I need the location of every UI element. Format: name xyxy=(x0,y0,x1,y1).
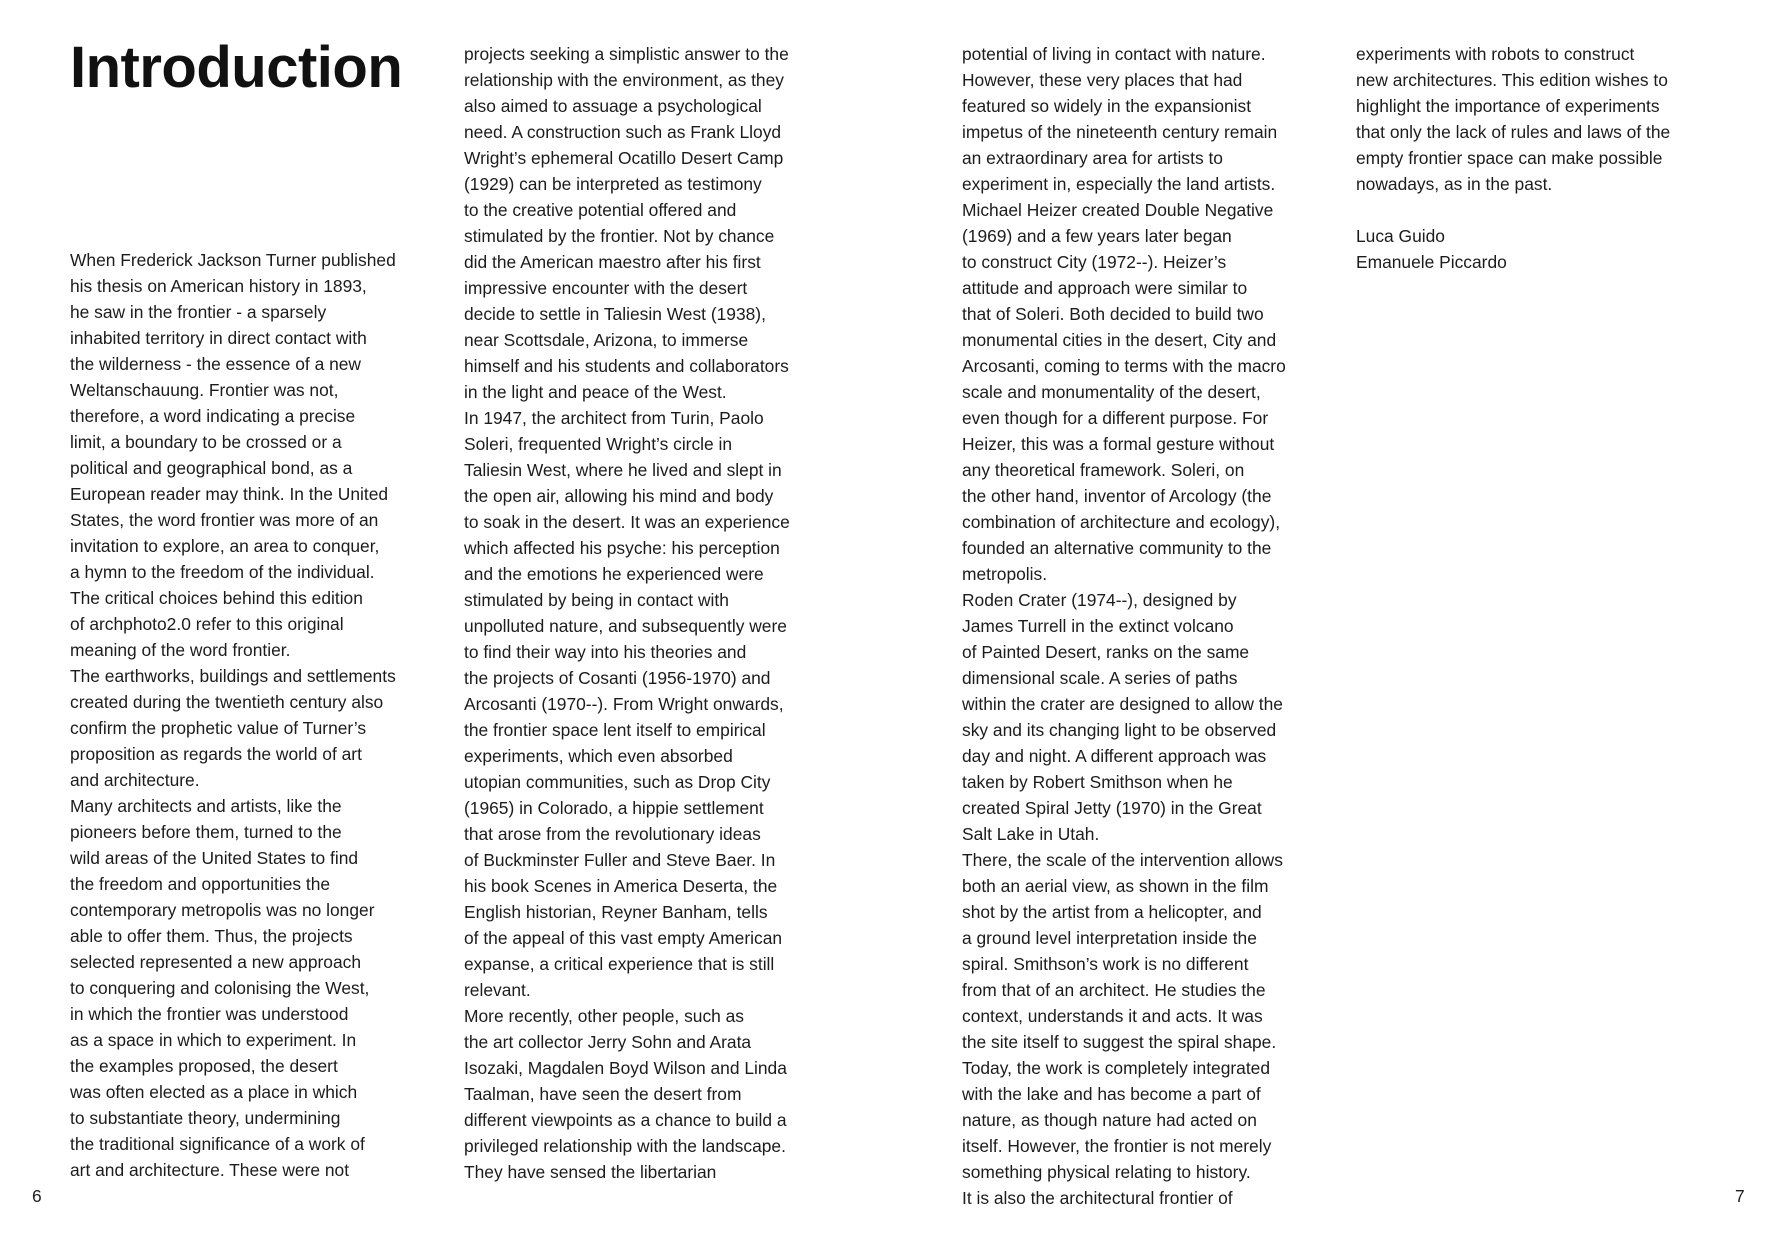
text-line: limit, a boundary to be crossed or a xyxy=(70,432,342,452)
text-line: The earthworks, buildings and settlements xyxy=(70,666,396,686)
text-line: was often elected as a place in which xyxy=(70,1082,358,1102)
text-line: spiral. Smithson’s work is no different xyxy=(962,954,1249,974)
text-line: the art collector Jerry Sohn and Arata xyxy=(464,1032,752,1052)
text-line: combination of architecture and ecology), xyxy=(962,512,1281,532)
text-line: Today, the work is completely integrated xyxy=(962,1058,1271,1078)
text-line: relevant. xyxy=(464,980,531,1000)
text-line: and the emotions he experienced were xyxy=(464,564,764,584)
text-line: to substantiate theory, undermining xyxy=(70,1108,341,1128)
text-line: contemporary metropolis was no longer xyxy=(70,900,375,920)
text-line: day and night. A different approach was xyxy=(962,746,1267,766)
text-line: stimulated by being in contact with xyxy=(464,590,729,610)
text-line: James Turrell in the extinct volcano xyxy=(962,616,1234,636)
text-line: English historian, Reyner Banham, tells xyxy=(464,902,768,922)
text-line: even though for a different purpose. For xyxy=(962,408,1269,428)
text-line: featured so widely in the expansionist xyxy=(962,96,1252,116)
text-line: invitation to explore, an area to conquer, xyxy=(70,536,380,556)
text-line: the frontier space lent itself to empirical xyxy=(464,720,766,740)
text-line: of the appeal of this vast empty American xyxy=(464,928,783,948)
text-line: (1965) in Colorado, a hippie settlement xyxy=(464,798,764,818)
text-line: Isozaki, Magdalen Boyd Wilson and Linda xyxy=(464,1058,787,1078)
text-line: to construct City (1972--). Heizer’s xyxy=(962,252,1227,272)
text-line: did the American maestro after his first xyxy=(464,252,761,272)
text-line: Soleri, frequented Wright’s circle in xyxy=(464,434,733,454)
text-line: In 1947, the architect from Turin, Paolo xyxy=(464,408,764,428)
text-line: context, understands it and acts. It was xyxy=(962,1006,1263,1026)
text-line: (1929) can be interpreted as testimony xyxy=(464,174,762,194)
page-title: Introduction xyxy=(70,35,403,100)
text-line: highlight the importance of experiments xyxy=(1356,96,1660,116)
text-line: different viewpoints as a chance to build a xyxy=(464,1110,787,1130)
text-line: to conquering and colonising the West, xyxy=(70,978,370,998)
text-line: his thesis on American history in 1893, xyxy=(70,276,367,296)
text-line: When Frederick Jackson Turner published xyxy=(70,250,396,270)
text-line: the open air, allowing his mind and body xyxy=(464,486,774,506)
page-number-left: 6 xyxy=(32,1186,42,1206)
text-line: created Spiral Jetty (1970) in the Great xyxy=(962,798,1262,818)
text-line: There, the scale of the intervention allows xyxy=(962,850,1283,870)
text-line: relationship with the environment, as they xyxy=(464,70,784,90)
text-line: political and geographical bond, as a xyxy=(70,458,353,478)
text-line: something physical relating to history. xyxy=(962,1162,1251,1182)
text-line: from that of an architect. He studies the xyxy=(962,980,1266,1000)
text-line: nowadays, as in the past. xyxy=(1356,174,1553,194)
text-line: therefore, a word indicating a precise xyxy=(70,406,356,426)
text-line: monumental cities in the desert, City and xyxy=(962,330,1277,350)
text-line: privileged relationship with the landscape. xyxy=(464,1136,786,1156)
text-line: Arcosanti, coming to terms with the macro xyxy=(962,356,1286,376)
text-line: experiments with robots to construct xyxy=(1356,44,1635,64)
text-line: More recently, other people, such as xyxy=(464,1006,745,1026)
text-line: experiments, which even absorbed xyxy=(464,746,733,766)
text-line: Michael Heizer created Double Negative xyxy=(962,200,1274,220)
text-line: the examples proposed, the desert xyxy=(70,1056,338,1076)
paragraph-gap xyxy=(1356,197,1726,223)
text-line: selected represented a new approach xyxy=(70,952,362,972)
text-line: of archphoto2.0 refer to this original xyxy=(70,614,344,634)
text-line: the wilderness - the essence of a new xyxy=(70,354,361,374)
text-line: and architecture. xyxy=(70,770,200,790)
text-line: empty frontier space can make possible xyxy=(1356,148,1663,168)
author-name: Emanuele Piccardo xyxy=(1356,252,1507,272)
text-line: metropolis. xyxy=(962,564,1048,584)
text-line: with the lake and has become a part of xyxy=(962,1084,1261,1104)
text-line: to the creative potential offered and xyxy=(464,200,737,220)
text-line: potential of living in contact with nature. xyxy=(962,44,1266,64)
text-line: pioneers before them, turned to the xyxy=(70,822,342,842)
text-line: an extraordinary area for artists to xyxy=(962,148,1223,168)
text-line: of Buckminster Fuller and Steve Baer. In xyxy=(464,850,776,870)
text-line: nature, as though nature had acted on xyxy=(962,1110,1257,1130)
text-line: that arose from the revolutionary ideas xyxy=(464,824,761,844)
text-line: stimulated by the frontier. Not by chance xyxy=(464,226,775,246)
text-line: attitude and approach were similar to xyxy=(962,278,1248,298)
text-line: unpolluted nature, and subsequently were xyxy=(464,616,787,636)
text-line: able to offer them. Thus, the projects xyxy=(70,926,353,946)
text-line: Many architects and artists, like the xyxy=(70,796,342,816)
closing-paragraph xyxy=(1356,41,1726,197)
text-line: in which the frontier was understood xyxy=(70,1004,349,1024)
text-line: However, these very places that had xyxy=(962,70,1243,90)
text-line: within the crater are designed to allow the xyxy=(962,694,1283,714)
text-line: wild areas of the United States to find xyxy=(70,848,359,868)
text-line: decide to settle in Taliesin West (1938), xyxy=(464,304,766,324)
text-line: Taalman, have seen the desert from xyxy=(464,1084,742,1104)
text-line: which affected his psyche: his perception xyxy=(464,538,780,558)
text-line: the traditional significance of a work of xyxy=(70,1134,365,1154)
text-line: that only the lack of rules and laws of the xyxy=(1356,122,1671,142)
text-line: experiment in, especially the land artists. xyxy=(962,174,1276,194)
text-line: himself and his students and collaborators xyxy=(464,356,789,376)
author-name: Luca Guido xyxy=(1356,226,1445,246)
text-line: the projects of Cosanti (1956-1970) and xyxy=(464,668,771,688)
text-line: the freedom and opportunities the xyxy=(70,874,331,894)
text-line: Wright’s ephemeral Ocatillo Desert Camp xyxy=(464,148,784,168)
text-line: They have sensed the libertarian xyxy=(464,1162,717,1182)
text-line: European reader may think. In the United xyxy=(70,484,389,504)
text-line: Heizer, this was a formal gesture without xyxy=(962,434,1275,454)
text-line: impressive encounter with the desert xyxy=(464,278,748,298)
text-line: to find their way into his theories and xyxy=(464,642,747,662)
text-line: (1969) and a few years later began xyxy=(962,226,1232,246)
text-line: of Painted Desert, ranks on the same xyxy=(962,642,1250,662)
text-column-2 xyxy=(464,41,834,1185)
text-line: scale and monumentality of the desert, xyxy=(962,382,1261,402)
text-line: also aimed to assuage a psychological xyxy=(464,96,762,116)
text-line: his book Scenes in America Deserta, the xyxy=(464,876,778,896)
text-line: need. A construction such as Frank Lloyd xyxy=(464,122,782,142)
text-line: projects seeking a simplistic answer to the xyxy=(464,44,789,64)
text-line: Arcosanti (1970--). From Wright onwards, xyxy=(464,694,784,714)
text-line: inhabited territory in direct contact with xyxy=(70,328,367,348)
text-line: the other hand, inventor of Arcology (the xyxy=(962,486,1272,506)
text-line: It is also the architectural frontier of xyxy=(962,1188,1233,1208)
text-line: dimensional scale. A series of paths xyxy=(962,668,1238,688)
text-line: Taliesin West, where he lived and slept in xyxy=(464,460,782,480)
text-line: proposition as regards the world of art xyxy=(70,744,362,764)
text-line: art and architecture. These were not xyxy=(70,1160,350,1180)
text-column-4 xyxy=(1356,41,1726,275)
text-line: near Scottsdale, Arizona, to immerse xyxy=(464,330,749,350)
text-line: Weltanschauung. Frontier was not, xyxy=(70,380,339,400)
text-line: any theoretical framework. Soleri, on xyxy=(962,460,1245,480)
text-line: created during the twentieth century also xyxy=(70,692,384,712)
text-line: to soak in the desert. It was an experience xyxy=(464,512,790,532)
text-line: Roden Crater (1974--), designed by xyxy=(962,590,1237,610)
text-line: he saw in the frontier - a sparsely xyxy=(70,302,327,322)
text-line: itself. However, the frontier is not merely xyxy=(962,1136,1272,1156)
text-line: sky and its changing light to be observed xyxy=(962,720,1277,740)
text-line: founded an alternative community to the xyxy=(962,538,1272,558)
text-line: confirm the prophetic value of Turner’s xyxy=(70,718,367,738)
text-line: in the light and peace of the West. xyxy=(464,382,727,402)
text-line: expanse, a critical experience that is still xyxy=(464,954,775,974)
text-line: meaning of the word frontier. xyxy=(70,640,291,660)
text-line: States, the word frontier was more of an xyxy=(70,510,379,530)
text-line: shot by the artist from a helicopter, and xyxy=(962,902,1262,922)
text-line: impetus of the nineteenth century remain xyxy=(962,122,1278,142)
text-line: as a space in which to experiment. In xyxy=(70,1030,357,1050)
text-line: The critical choices behind this edition xyxy=(70,588,363,608)
text-line: utopian communities, such as Drop City xyxy=(464,772,771,792)
text-line: a hymn to the freedom of the individual. xyxy=(70,562,375,582)
page-number-right: 7 xyxy=(1735,1186,1745,1206)
text-line: the site itself to suggest the spiral shape. xyxy=(962,1032,1277,1052)
text-line: a ground level interpretation inside the xyxy=(962,928,1257,948)
text-column-3 xyxy=(962,41,1332,1211)
text-line: both an aerial view, as shown in the film xyxy=(962,876,1269,896)
text-line: that of Soleri. Both decided to build two xyxy=(962,304,1264,324)
text-column-1 xyxy=(70,247,440,1183)
text-line: Salt Lake in Utah. xyxy=(962,824,1100,844)
text-line: taken by Robert Smithson when he xyxy=(962,772,1233,792)
text-line: new architectures. This edition wishes to xyxy=(1356,70,1668,90)
